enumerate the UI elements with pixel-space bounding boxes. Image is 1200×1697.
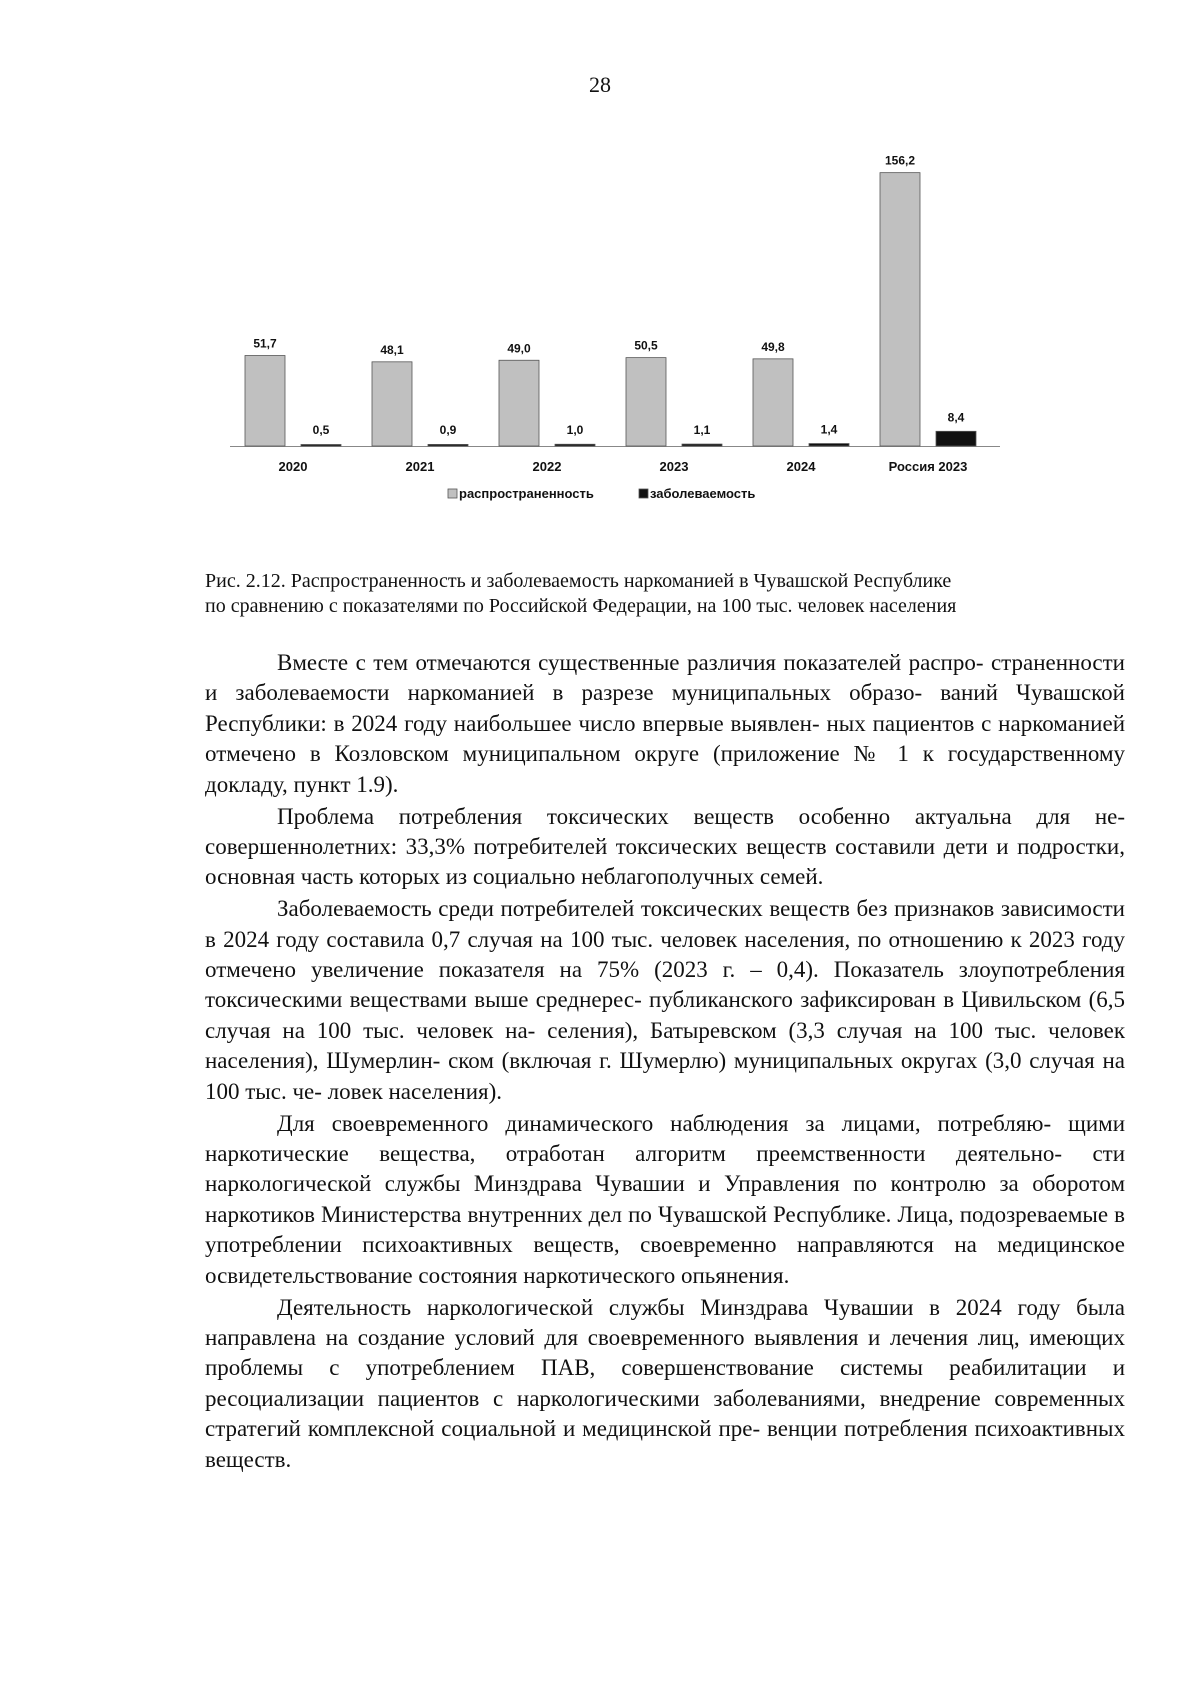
bar-prevalence [880, 173, 920, 446]
data-label: 48,1 [380, 342, 404, 357]
text-line: щими наркотические вещества, отработан алгоритм преемственности деятельно- [205, 1110, 1126, 1166]
data-label: 49,0 [507, 341, 531, 356]
data-label: 0,5 [312, 423, 330, 437]
bar-incidence [809, 444, 849, 446]
data-label: 1,0 [566, 423, 584, 437]
paragraph-5 [205, 1293, 1125, 1475]
data-label: 1,1 [693, 423, 711, 437]
data-label: 51,7 [253, 336, 277, 351]
text-line: селения), Батыревском (3,3 случая на 100 тыс. человек населения), Шумерлин- [205, 1017, 1126, 1074]
text-line: публиканского зафиксирован в Цивильском (6,5 случая на 100 тыс. человек на- [205, 987, 1125, 1043]
bar-prevalence [372, 362, 412, 446]
text-line: 0,4). Показатель злоупотребления токсическими веществами выше среднерес- [205, 957, 1125, 1013]
text-line: подростки, основная часть которых из социально неблагополучных семей. [205, 833, 1125, 890]
text-line: совершеннолетних: 33,3% потребителей токсических веществ составили дети и [205, 833, 1009, 859]
x-tick-label: 2021 [405, 459, 435, 474]
text-line: Деятельность наркологической службы Минздрава Чувашии в 2024 году [277, 1294, 1061, 1320]
data-label: 50,5 [634, 338, 658, 353]
paragraph-3 [205, 894, 1125, 1107]
text-line: внедрение современных стратегий комплексной социальной и медицинской пре- [205, 1385, 1126, 1442]
legend-label-incidence: заболеваемость [650, 486, 756, 501]
text-line: Для своевременного динамического наблюдения за лицами, потребляю- [277, 1110, 1052, 1136]
text-line: направляются на медицинское освидетельствование состояния наркотического [205, 1232, 1125, 1288]
x-tick-label: 2022 [532, 459, 562, 474]
data-label: 8,4 [947, 410, 965, 425]
data-label: 0,9 [439, 423, 457, 437]
text-line: ных пациентов с наркоманией отмечено в Козловском муниципальном округе [205, 710, 1125, 767]
bar-prevalence [245, 356, 285, 446]
text-line: Заболеваемость среди потребителей токсических веществ без признаков [277, 896, 995, 922]
bar-incidence [301, 445, 341, 447]
paragraph-4 [205, 1109, 1125, 1291]
x-tick-label: 2023 [659, 459, 689, 474]
bar-incidence [682, 444, 722, 446]
text-line: была направлена на создание условий для своевременного выявления и лечения [205, 1294, 1125, 1350]
text-line: лиц, имеющих проблемы с употреблением ПАВ, совершенствование системы [205, 1324, 1125, 1381]
text-line: Вместе с тем отмечаются существенные различия показателей распро- [277, 650, 984, 675]
text-line: (приложение № 1 к государственному докладу, пункт 1.9). [205, 741, 1125, 797]
text-line: по отношению к 2023 году отмечено увеличение показателя на 75% (2023 г. – [205, 926, 1125, 983]
data-label: 1,4 [820, 422, 838, 437]
text-line: оборотом наркотиков Министерства внутренних дел по Чувашской Республике. [205, 1171, 1125, 1227]
bar-prevalence [499, 360, 539, 446]
data-label: 49,8 [761, 339, 785, 354]
bar-chart [200, 140, 1100, 560]
figure-caption [205, 569, 1125, 619]
legend-swatch-incidence [639, 489, 648, 498]
text-line: Лица, подозреваемые в употреблении психоактивных веществ, своевременно [205, 1201, 1125, 1258]
paragraph-1 [205, 648, 1125, 800]
bar-incidence [428, 444, 468, 446]
bar-prevalence [626, 358, 666, 446]
caption-line-1: Рис. 2.12. Распространенность и заболеваемость наркоманией в Чувашской Республике [205, 570, 952, 592]
text-line: ском (включая г. Шумерлю) муниципальных округах (3,0 случая на 100 тыс. че- [205, 1048, 1126, 1104]
page-number: 28 [589, 72, 611, 97]
text-line: реабилитации и ресоциализации пациентов с наркологическими заболеваниями, [205, 1355, 1126, 1411]
paragraph-2 [205, 802, 1125, 893]
text-line: Проблема потребления токсических веществ особенно актуальна для не- [277, 803, 1125, 829]
bar-prevalence [753, 359, 793, 446]
legend-swatch-prevalence [448, 489, 457, 498]
text-line: сти наркологической службы Минздрава Чувашии и Управления по контролю за [205, 1141, 1126, 1197]
text-line: страненности и заболеваемости наркоманией в разрезе муниципальных образо- [205, 650, 1125, 706]
x-tick-label: 2024 [786, 459, 816, 474]
text-line: ловек населения). [327, 1078, 502, 1104]
body-text [205, 648, 1125, 1476]
text-line: венции потребления психоактивных веществ. [205, 1416, 1126, 1472]
x-tick-label: 2020 [278, 459, 308, 474]
bar-incidence [936, 431, 976, 446]
text-line: зависимости в 2024 году составила 0,7 случая на 100 тыс. человек населения, [205, 896, 1125, 952]
x-tick-label: Россия 2023 [888, 459, 968, 474]
text-line: ваний Чувашской Республики: в 2024 году наибольшее число впервые выявлен- [205, 680, 1125, 736]
data-label: 156,2 [884, 153, 916, 168]
caption-line-2: по сравнению с показателями по Российской Федерации, на 100 тыс. человек населения [205, 595, 957, 617]
legend-label-prevalence: распространенность [459, 486, 594, 501]
bar-incidence [555, 444, 595, 446]
text-line: опьянения. [680, 1262, 790, 1288]
